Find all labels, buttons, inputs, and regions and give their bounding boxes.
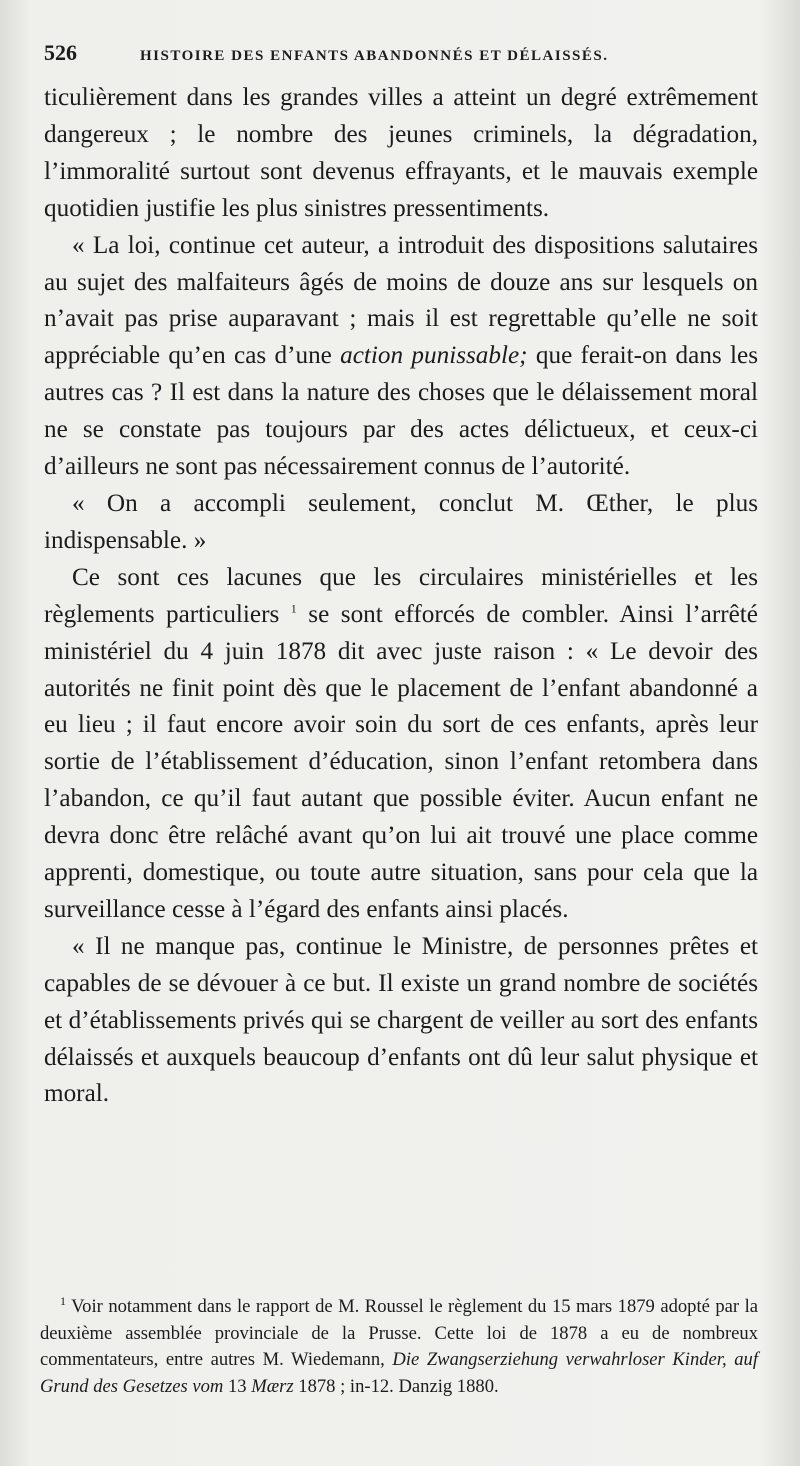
footnote-italic-title: Die Zwangserziehung verwahrloser Kinder, auf Grund des Gesetzes vom bbox=[40, 1349, 758, 1397]
footnote-reference: 1 bbox=[290, 601, 297, 616]
page-header bbox=[44, 40, 758, 80]
paragraph-4-start: Ce sont ces lacunes que les circulaires ministérielles et les règlements particuliers bbox=[44, 563, 758, 628]
paragraph-5: « Il ne manque pas, continue le Ministre, de personnes prêtes et capables de se dévouer à ce but. Il existe un grand nombre de sociétés et d’établissements privés qui se chargent de veiller au sort des enfants délaissés et auxquels beaucoup d’enfants ont dû leur salut physique et moral. bbox=[44, 932, 758, 1108]
paragraph-1: ticulièrement dans les grandes villes a atteint un degré extrêmement dangereux ; le nombre des jeunes criminels, la dégradation, l’immoralité surtout sont devenus effrayants, et le mauvais exemple quotidien justifie les plus sinistres pressentiments. bbox=[44, 84, 758, 222]
footnote-text bbox=[40, 1294, 758, 1400]
paragraph-2-italic: action punissable; bbox=[340, 342, 528, 370]
footnote-italic-month: Mærz bbox=[251, 1375, 294, 1397]
paragraph-4-end: se sont efforcés de combler. Ainsi l’arrêté ministériel du 4 juin 1878 dit avec juste raison : « Le devoir des autorités ne finit point dès que le placement de l’enfant abandonné a eu lieu ; il faut encore avoir soin du sort de ces enfants, après leur sortie de l’établissement d’éducation, sinon l’enfant retombera dans l’abandon, ce qu’il faut autant que possible éviter. Aucun enfant ne devra donc être relâché avant qu’on lui ait trouvé une place comme apprenti, domestique, ou toute autre situation, sans pour cela que la surveillance cesse à l’égard des enfants ainsi placés. bbox=[44, 600, 758, 923]
paragraph-3: « On a accompli seulement, conclut M. Œther, le plus indispensable. » bbox=[44, 489, 758, 554]
page-number: 526 bbox=[44, 40, 77, 65]
footnote bbox=[40, 1294, 758, 1400]
footnote-text-end: 1878 ; in-12. Danzig 1880. bbox=[298, 1375, 499, 1397]
paragraph-2-start: « La loi, continue cet auteur, a introduit des dispositions salutaires au sujet des malfaiteurs âgés de moins de douze ans sur lesquels on n’avait pas prise auparavant ; mais il est regrettable qu’elle ne soit appréciable qu’en cas d’une bbox=[44, 231, 758, 370]
footnote-text-start: Voir notamment dans le rapport de M. Roussel le règlement du 15 mars 1879 adopté par la deuxième assemblée provinciale de la Prusse. Cette loi de 1878 a eu de nombreux commentateurs, entre autres M. Wiedemann, bbox=[40, 1296, 759, 1370]
paragraph-2-end: que ferait-on dans les autres cas ? Il est dans la nature des choses que le délaissement moral ne se constate pas toujours par des actes délictueux, et ceux-ci d’ailleurs ne sont pas nécessairement connus de l’autorité. bbox=[44, 342, 759, 481]
paragraph-4 bbox=[44, 560, 758, 929]
running-title: HISTOIRE DES ENFANTS ABANDONNÉS ET DÉLAISSÉS. bbox=[140, 48, 609, 64]
footnote-mark: 1 bbox=[60, 1293, 66, 1308]
footnote-date: 13 bbox=[227, 1375, 247, 1397]
body-text bbox=[44, 80, 758, 1113]
paragraph-2 bbox=[44, 228, 758, 486]
